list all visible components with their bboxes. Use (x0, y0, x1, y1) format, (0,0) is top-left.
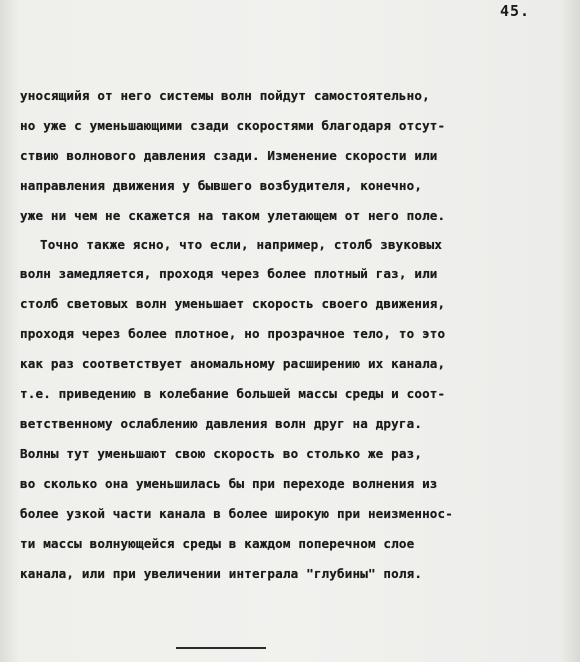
text-line: уже ни чем не скажется на таком улетающем от него поле. (20, 208, 446, 223)
text-line: как раз соответствует аномальному расширению их канала, (20, 356, 446, 371)
text-line: Точно также ясно, что если, например, столб звуковых (40, 237, 443, 252)
text-line: т.е. приведению в колебание большей массы среды и соот- (20, 386, 446, 401)
text-line: но уже с уменьшающими сзади скоростями благодаря отсут- (20, 118, 446, 133)
text-line: уносящийя от него системы волн пойдут самостоятельно, (20, 88, 430, 103)
text-line: волн замедляется, проходя через более плотный газ, или (20, 266, 438, 281)
text-line: более узкой части канала в более широкую при неизменнос- (20, 506, 453, 521)
text-line: Волны тут уменьшают свою скорость во столько же раз, (20, 446, 423, 461)
page-number: 45. (500, 2, 531, 20)
text-line: столб световых волн уменьшает скорость своего движения, (20, 296, 446, 311)
end-separator-line (176, 647, 266, 649)
text-line: во сколько она уменьшилась бы при переходе волнения из (20, 476, 438, 491)
text-line: проходя через более плотное, но прозрачное тело, то это (20, 326, 446, 341)
text-line: ти массы волнующейся среды в каждом поперечном слое (20, 536, 415, 551)
text-line: ветственному ослаблению давления волн друг на друга. (20, 416, 423, 431)
text-line: направления движения у бывшего возбудителя, конечно, (20, 178, 423, 193)
text-line: канала, или при увеличении интеграла "глубины" поля. (20, 566, 423, 581)
text-line: ствию волнового давления сзади. Изменение скорости или (20, 148, 438, 163)
